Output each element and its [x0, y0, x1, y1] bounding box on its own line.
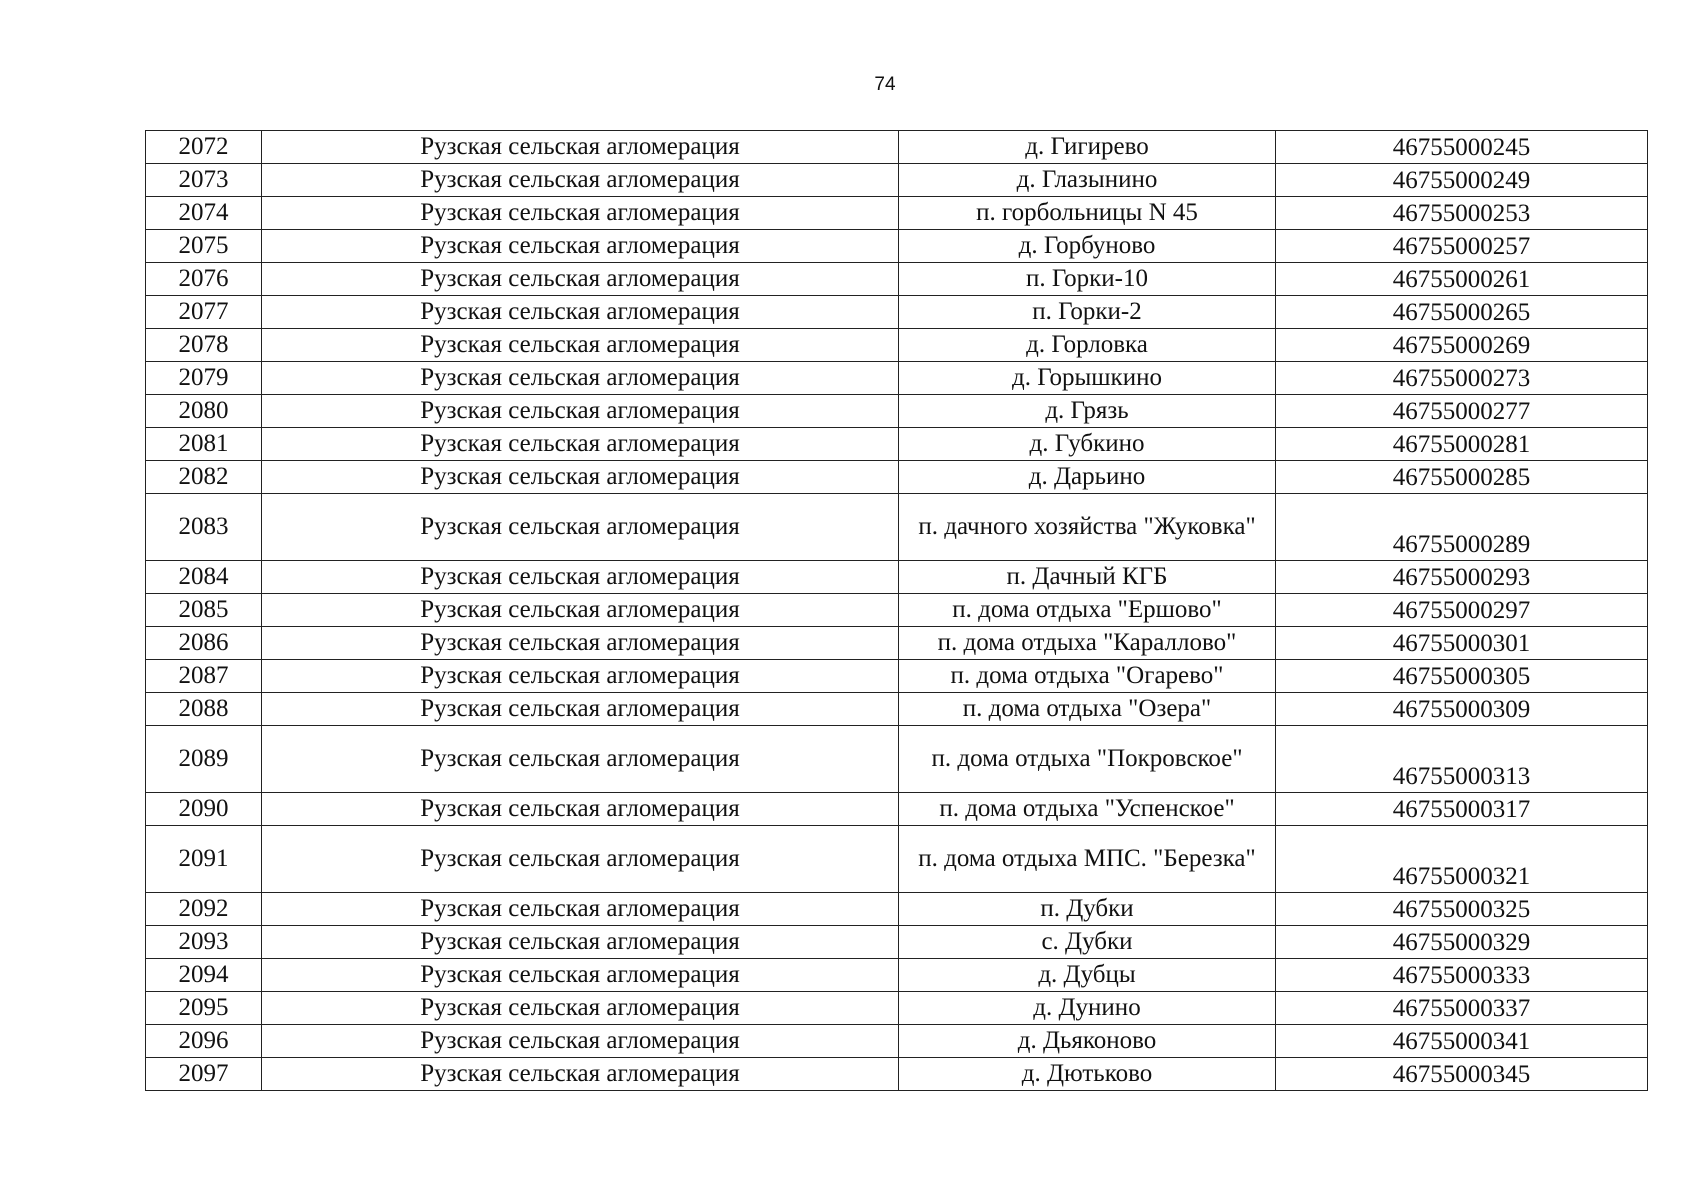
oktmo-code-cell: 46755000249 — [1276, 164, 1648, 197]
settlement-cell: д. Горбуново — [899, 230, 1276, 263]
oktmo-code-cell: 46755000313 — [1276, 726, 1648, 793]
agglomeration-cell: Рузская сельская агломерация — [262, 594, 899, 627]
agglomeration-cell: Рузская сельская агломерация — [262, 1025, 899, 1058]
agglomeration-cell: Рузская сельская агломерация — [262, 395, 899, 428]
table-row — [146, 197, 1648, 230]
agglomeration-cell: Рузская сельская агломерация — [262, 726, 899, 793]
table-row — [146, 395, 1648, 428]
oktmo-code-cell: 46755000309 — [1276, 693, 1648, 726]
row-number-cell: 2073 — [146, 164, 262, 197]
agglomeration-cell: Рузская сельская агломерация — [262, 362, 899, 395]
agglomeration-cell: Рузская сельская агломерация — [262, 693, 899, 726]
oktmo-code-cell: 46755000277 — [1276, 395, 1648, 428]
row-number-cell: 2096 — [146, 1025, 262, 1058]
settlement-cell: с. Дубки — [899, 926, 1276, 959]
settlement-cell: п. дома отдыха "Успенское" — [899, 793, 1276, 826]
settlement-cell: д. Горышкино — [899, 362, 1276, 395]
table-row — [146, 594, 1648, 627]
oktmo-code-cell: 46755000253 — [1276, 197, 1648, 230]
settlement-cell: п. дома отдыха "Ершово" — [899, 594, 1276, 627]
table-row — [146, 726, 1648, 793]
table-row — [146, 428, 1648, 461]
settlement-cell: п. горбольницы N 45 — [899, 197, 1276, 230]
settlement-cell: д. Горловка — [899, 329, 1276, 362]
oktmo-code-cell: 46755000305 — [1276, 660, 1648, 693]
settlement-cell: д. Дарьино — [899, 461, 1276, 494]
agglomeration-cell: Рузская сельская агломерация — [262, 826, 899, 893]
oktmo-code-cell: 46755000337 — [1276, 992, 1648, 1025]
oktmo-code-cell: 46755000329 — [1276, 926, 1648, 959]
row-number-cell: 2086 — [146, 627, 262, 660]
agglomeration-cell: Рузская сельская агломерация — [262, 893, 899, 926]
row-number-cell: 2080 — [146, 395, 262, 428]
settlements-table — [145, 130, 1648, 1091]
settlement-cell: п. дома отдыха "Покровское" — [899, 726, 1276, 793]
agglomeration-cell: Рузская сельская агломерация — [262, 428, 899, 461]
agglomeration-cell: Рузская сельская агломерация — [262, 461, 899, 494]
oktmo-code-cell: 46755000281 — [1276, 428, 1648, 461]
table-row — [146, 826, 1648, 893]
agglomeration-cell: Рузская сельская агломерация — [262, 296, 899, 329]
settlement-cell: п. Дубки — [899, 893, 1276, 926]
settlement-cell: п. Дачный КГБ — [899, 561, 1276, 594]
agglomeration-cell: Рузская сельская агломерация — [262, 263, 899, 296]
table-row — [146, 164, 1648, 197]
settlement-cell: д. Дьяконово — [899, 1025, 1276, 1058]
row-number-cell: 2081 — [146, 428, 262, 461]
agglomeration-cell: Рузская сельская агломерация — [262, 793, 899, 826]
table-row — [146, 296, 1648, 329]
table-row — [146, 230, 1648, 263]
row-number-cell: 2083 — [146, 494, 262, 561]
row-number-cell: 2092 — [146, 893, 262, 926]
oktmo-code-cell: 46755000265 — [1276, 296, 1648, 329]
oktmo-code-cell: 46755000285 — [1276, 461, 1648, 494]
settlement-cell: п. дома отдыха "Караллово" — [899, 627, 1276, 660]
settlement-cell: д. Губкино — [899, 428, 1276, 461]
settlement-cell: д. Дунино — [899, 992, 1276, 1025]
agglomeration-cell: Рузская сельская агломерация — [262, 494, 899, 561]
row-number-cell: 2074 — [146, 197, 262, 230]
table-row — [146, 893, 1648, 926]
row-number-cell: 2094 — [146, 959, 262, 992]
table-row — [146, 959, 1648, 992]
settlement-cell: п. дачного хозяйства "Жуковка" — [899, 494, 1276, 561]
settlement-cell: д. Гигирево — [899, 131, 1276, 164]
settlement-cell: п. дома отдыха "Огарево" — [899, 660, 1276, 693]
oktmo-code-cell: 46755000245 — [1276, 131, 1648, 164]
oktmo-code-cell: 46755000261 — [1276, 263, 1648, 296]
table-row — [146, 461, 1648, 494]
table-row — [146, 131, 1648, 164]
oktmo-code-cell: 46755000333 — [1276, 959, 1648, 992]
row-number-cell: 2075 — [146, 230, 262, 263]
table-row — [146, 992, 1648, 1025]
row-number-cell: 2076 — [146, 263, 262, 296]
table-row — [146, 561, 1648, 594]
table-row — [146, 263, 1648, 296]
oktmo-code-cell: 46755000273 — [1276, 362, 1648, 395]
table-row — [146, 793, 1648, 826]
oktmo-code-cell: 46755000321 — [1276, 826, 1648, 893]
agglomeration-cell: Рузская сельская агломерация — [262, 1058, 899, 1091]
agglomeration-cell: Рузская сельская агломерация — [262, 561, 899, 594]
table-row — [146, 1058, 1648, 1091]
settlement-cell: п. дома отдыха "Озера" — [899, 693, 1276, 726]
row-number-cell: 2091 — [146, 826, 262, 893]
settlement-cell: п. Горки-10 — [899, 263, 1276, 296]
oktmo-code-cell: 46755000293 — [1276, 561, 1648, 594]
table-body — [146, 131, 1648, 1091]
row-number-cell: 2079 — [146, 362, 262, 395]
table-row — [146, 494, 1648, 561]
oktmo-code-cell: 46755000301 — [1276, 627, 1648, 660]
table-row — [146, 693, 1648, 726]
agglomeration-cell: Рузская сельская агломерация — [262, 164, 899, 197]
settlement-cell: д. Глазынино — [899, 164, 1276, 197]
agglomeration-cell: Рузская сельская агломерация — [262, 660, 899, 693]
page-number: 74 — [874, 74, 896, 95]
table-row — [146, 660, 1648, 693]
row-number-cell: 2077 — [146, 296, 262, 329]
agglomeration-cell: Рузская сельская агломерация — [262, 197, 899, 230]
agglomeration-cell: Рузская сельская агломерация — [262, 627, 899, 660]
oktmo-code-cell: 46755000341 — [1276, 1025, 1648, 1058]
oktmo-code-cell: 46755000269 — [1276, 329, 1648, 362]
agglomeration-cell: Рузская сельская агломерация — [262, 926, 899, 959]
row-number-cell: 2085 — [146, 594, 262, 627]
oktmo-code-cell: 46755000317 — [1276, 793, 1648, 826]
table-row — [146, 329, 1648, 362]
table-row — [146, 627, 1648, 660]
oktmo-code-cell: 46755000257 — [1276, 230, 1648, 263]
oktmo-code-cell: 46755000297 — [1276, 594, 1648, 627]
agglomeration-cell: Рузская сельская агломерация — [262, 131, 899, 164]
agglomeration-cell: Рузская сельская агломерация — [262, 992, 899, 1025]
row-number-cell: 2088 — [146, 693, 262, 726]
oktmo-code-cell: 46755000289 — [1276, 494, 1648, 561]
table-row — [146, 926, 1648, 959]
oktmo-code-cell: 46755000325 — [1276, 893, 1648, 926]
row-number-cell: 2084 — [146, 561, 262, 594]
row-number-cell: 2095 — [146, 992, 262, 1025]
settlement-cell: п. Горки-2 — [899, 296, 1276, 329]
agglomeration-cell: Рузская сельская агломерация — [262, 959, 899, 992]
row-number-cell: 2087 — [146, 660, 262, 693]
table-row — [146, 1025, 1648, 1058]
row-number-cell: 2093 — [146, 926, 262, 959]
settlement-cell: д. Грязь — [899, 395, 1276, 428]
oktmo-code-cell: 46755000345 — [1276, 1058, 1648, 1091]
row-number-cell: 2082 — [146, 461, 262, 494]
settlement-cell: д. Дубцы — [899, 959, 1276, 992]
table-row — [146, 362, 1648, 395]
agglomeration-cell: Рузская сельская агломерация — [262, 329, 899, 362]
row-number-cell: 2078 — [146, 329, 262, 362]
row-number-cell: 2089 — [146, 726, 262, 793]
row-number-cell: 2097 — [146, 1058, 262, 1091]
row-number-cell: 2072 — [146, 131, 262, 164]
settlement-cell: д. Дютьково — [899, 1058, 1276, 1091]
row-number-cell: 2090 — [146, 793, 262, 826]
agglomeration-cell: Рузская сельская агломерация — [262, 230, 899, 263]
settlement-cell: п. дома отдыха МПС. "Березка" — [899, 826, 1276, 893]
